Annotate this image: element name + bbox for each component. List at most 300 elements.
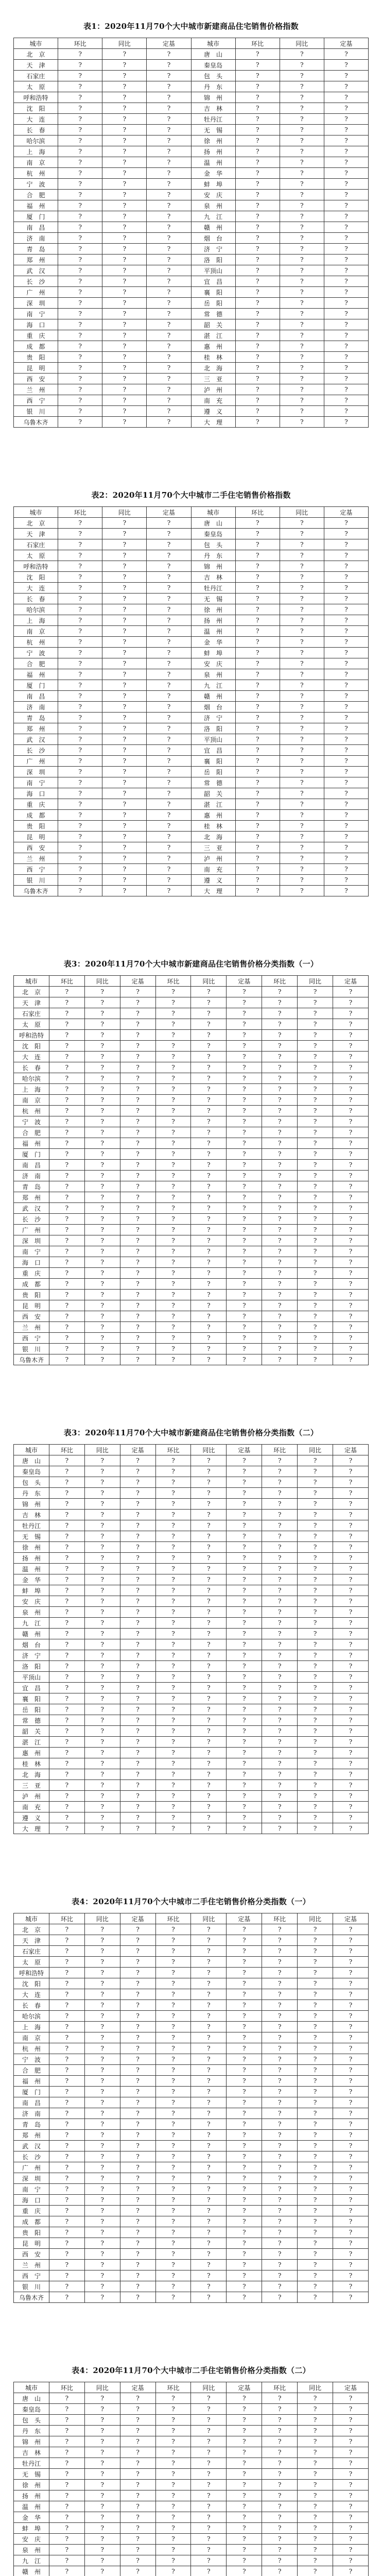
index-value-cell: ? (333, 1531, 369, 1542)
index-value-cell: ? (49, 1650, 84, 1661)
index-value-cell: ? (298, 2227, 333, 2238)
city-cell: 丹 东 (191, 550, 235, 561)
index-value-cell: ? (298, 1030, 333, 1041)
index-value-cell: ? (262, 2469, 298, 2480)
city-cell: 济 宁 (191, 244, 235, 255)
index-value-cell: ? (120, 1726, 155, 1737)
index-value-cell: ? (235, 788, 280, 799)
city-cell: 上 海 (14, 615, 58, 626)
index-value-cell: ? (155, 1661, 191, 1672)
index-value-cell: ? (84, 1333, 120, 1344)
index-value-cell: ? (191, 1246, 227, 1257)
index-value-cell: ? (280, 821, 324, 832)
city-cell: 平顶山 (14, 1672, 49, 1683)
index-value-cell: ? (262, 1499, 298, 1510)
index-value-cell: ? (235, 222, 280, 233)
index-value-cell: ? (235, 352, 280, 363)
index-value-cell: ? (235, 842, 280, 853)
index-value-cell: ? (120, 1008, 155, 1019)
index-value-cell: ? (120, 2523, 155, 2534)
index-value-cell: ? (191, 1181, 227, 1192)
index-value-cell: ? (324, 374, 368, 384)
index-value-cell: ? (333, 1235, 369, 1246)
index-value-cell: ? (324, 255, 368, 265)
index-value-cell: ? (49, 1629, 84, 1639)
index-value-cell: ? (227, 1203, 262, 1214)
index-value-cell: ? (280, 384, 324, 395)
index-value-cell: ? (191, 1322, 227, 1333)
index-value-cell: ? (298, 1650, 333, 1661)
index-value-cell: ? (262, 1062, 298, 1073)
index-value-cell: ? (102, 265, 147, 276)
index-value-cell: ? (49, 1823, 84, 1834)
table-row (14, 1062, 369, 1073)
index-value-cell: ? (324, 49, 368, 60)
index-value-cell: ? (147, 81, 191, 92)
index-value-cell: ? (147, 539, 191, 550)
index-value-cell: ? (191, 2534, 227, 2545)
index-value-cell: ? (58, 756, 102, 767)
city-cell: 广 州 (14, 1225, 49, 1235)
index-value-cell: ? (280, 799, 324, 810)
index-value-cell: ? (155, 1823, 191, 1834)
index-value-cell: ? (155, 2216, 191, 2227)
index-value-cell: ? (262, 2032, 298, 2043)
index-value-cell: ? (324, 832, 368, 842)
index-value-cell: ? (324, 756, 368, 767)
table-row (14, 2447, 369, 2458)
city-cell: 蚌 埠 (191, 648, 235, 658)
index-value-cell: ? (280, 298, 324, 309)
index-value-cell: ? (298, 1116, 333, 1127)
index-value-cell: ? (84, 2011, 120, 2022)
index-value-cell: ? (280, 756, 324, 767)
city-cell: 安 庆 (191, 658, 235, 669)
index-value-cell: ? (235, 60, 280, 71)
index-value-cell: ? (262, 2097, 298, 2108)
index-value-cell: ? (280, 539, 324, 550)
column-header: 城市 (14, 976, 49, 987)
index-value-cell: ? (120, 2426, 155, 2436)
index-value-cell: ? (333, 1520, 369, 1531)
index-value-cell: ? (280, 529, 324, 539)
city-cell: 唐 山 (191, 518, 235, 529)
index-value-cell: ? (84, 2000, 120, 2011)
city-cell: 大 连 (14, 1989, 49, 2000)
index-value-cell: ? (298, 2512, 333, 2523)
index-value-cell: ? (84, 1946, 120, 1957)
table-row (14, 298, 369, 309)
index-value-cell: ? (227, 2281, 262, 2292)
index-value-cell: ? (333, 1618, 369, 1629)
index-value-cell: ? (333, 1008, 369, 1019)
index-value-cell: ? (84, 2141, 120, 2151)
column-header: 同比 (84, 2382, 120, 2393)
index-value-cell: ? (324, 637, 368, 648)
index-value-cell: ? (147, 756, 191, 767)
city-cell: 宁 波 (14, 648, 58, 658)
index-value-cell: ? (84, 1084, 120, 1095)
index-value-cell: ? (155, 2534, 191, 2545)
table-row (14, 886, 369, 896)
city-cell: 福 州 (14, 2076, 49, 2087)
index-value-cell: ? (324, 702, 368, 713)
index-value-cell: ? (120, 1693, 155, 1704)
index-value-cell: ? (298, 1214, 333, 1225)
index-value-cell: ? (84, 1564, 120, 1574)
index-value-cell: ? (102, 788, 147, 799)
index-value-cell: ? (147, 363, 191, 374)
index-value-cell: ? (102, 374, 147, 384)
city-cell: 成 都 (14, 810, 58, 821)
index-value-cell: ? (235, 626, 280, 637)
index-value-cell: ? (84, 1542, 120, 1553)
index-value-cell: ? (147, 384, 191, 395)
index-value-cell: ? (227, 1279, 262, 1290)
index-value-cell: ? (155, 1203, 191, 1214)
index-value-cell: ? (280, 691, 324, 702)
index-value-cell: ? (227, 2195, 262, 2206)
index-value-cell: ? (333, 1693, 369, 1704)
index-value-cell: ? (262, 1214, 298, 1225)
table-row (14, 114, 369, 125)
index-value-cell: ? (280, 572, 324, 583)
index-value-cell: ? (120, 1488, 155, 1499)
index-value-cell: ? (235, 71, 280, 81)
index-value-cell: ? (333, 1978, 369, 1989)
index-value-cell: ? (235, 179, 280, 190)
city-cell: 襄 阳 (14, 1693, 49, 1704)
index-value-cell: ? (191, 1127, 227, 1138)
city-cell: 安 庆 (14, 1596, 49, 1607)
table-row (14, 363, 369, 374)
city-cell: 三 亚 (191, 842, 235, 853)
index-value-cell: ? (49, 2404, 84, 2415)
index-value-cell: ? (227, 2227, 262, 2238)
column-header: 环比 (155, 976, 191, 987)
index-value-cell: ? (262, 2534, 298, 2545)
index-value-cell: ? (191, 1203, 227, 1214)
index-value-cell: ? (280, 550, 324, 561)
index-value-cell: ? (298, 1008, 333, 1019)
index-value-cell: ? (235, 886, 280, 896)
index-value-cell: ? (84, 1715, 120, 1726)
index-value-cell: ? (84, 1192, 120, 1203)
index-value-cell: ? (280, 518, 324, 529)
table-header (14, 2382, 369, 2393)
index-value-cell: ? (58, 691, 102, 702)
index-value-cell: ? (298, 1268, 333, 1279)
city-cell: 南 宁 (14, 1246, 49, 1257)
index-value-cell: ? (120, 1235, 155, 1246)
index-value-cell: ? (262, 1257, 298, 1268)
city-cell: 秦皇岛 (191, 60, 235, 71)
table-row (14, 2216, 369, 2227)
index-value-cell: ? (324, 723, 368, 734)
index-value-cell: ? (333, 2130, 369, 2141)
column-header: 环比 (262, 2382, 298, 2393)
city-cell: 泉 州 (14, 2545, 49, 2555)
index-value-cell: ? (191, 1957, 227, 1968)
index-value-cell: ? (262, 1138, 298, 1149)
index-value-cell: ? (227, 2011, 262, 2022)
index-value-cell: ? (155, 1802, 191, 1812)
index-value-cell: ? (191, 1138, 227, 1149)
table-body (14, 2393, 369, 2576)
index-value-cell: ? (147, 702, 191, 713)
table-row (14, 2404, 369, 2415)
table-row (14, 691, 369, 702)
index-value-cell: ? (235, 594, 280, 604)
index-value-cell: ? (262, 1290, 298, 1300)
index-value-cell: ? (155, 1737, 191, 1748)
index-value-cell: ? (120, 2480, 155, 2490)
index-value-cell: ? (262, 2260, 298, 2270)
table-row (14, 2097, 369, 2108)
city-cell: 三 亚 (14, 1780, 49, 1791)
index-value-cell: ? (120, 1639, 155, 1650)
index-value-cell: ? (155, 1235, 191, 1246)
index-value-cell: ? (58, 680, 102, 691)
index-value-cell: ? (147, 135, 191, 146)
column-header: 同比 (280, 507, 324, 518)
index-value-cell: ? (324, 648, 368, 658)
city-cell: 南 宁 (14, 2184, 49, 2195)
index-value-cell: ? (102, 157, 147, 168)
city-cell: 湛 江 (14, 1737, 49, 1748)
index-value-cell: ? (227, 987, 262, 997)
index-value-cell: ? (280, 319, 324, 330)
city-cell: 南 充 (191, 864, 235, 875)
price-index-table (13, 1913, 369, 2303)
index-value-cell: ? (262, 1683, 298, 1693)
index-value-cell: ? (155, 1607, 191, 1618)
index-value-cell: ? (84, 1802, 120, 1812)
table-row (14, 2162, 369, 2173)
index-value-cell: ? (324, 352, 368, 363)
table-row (14, 1618, 369, 1629)
index-value-cell: ? (324, 713, 368, 723)
index-value-cell: ? (333, 1300, 369, 1311)
index-value-cell: ? (262, 2512, 298, 2523)
index-value-cell: ? (333, 1181, 369, 1192)
index-value-cell: ? (333, 1455, 369, 1466)
index-value-cell: ? (49, 2022, 84, 2032)
column-header: 同比 (191, 1913, 227, 1924)
index-value-cell: ? (84, 1008, 120, 1019)
city-cell: 徐 州 (14, 2480, 49, 2490)
city-cell: 无 锡 (191, 594, 235, 604)
index-value-cell: ? (262, 2281, 298, 2292)
index-value-cell: ? (147, 309, 191, 319)
index-value-cell: ? (227, 1149, 262, 1160)
index-value-cell: ? (227, 2184, 262, 2195)
index-value-cell: ? (227, 2523, 262, 2534)
table-row (14, 1127, 369, 1138)
index-value-cell: ? (324, 135, 368, 146)
index-value-cell: ? (324, 810, 368, 821)
index-value-cell: ? (120, 1149, 155, 1160)
index-value-cell: ? (58, 799, 102, 810)
index-value-cell: ? (324, 529, 368, 539)
index-value-cell: ? (298, 1246, 333, 1257)
index-value-cell: ? (147, 190, 191, 200)
index-value-cell: ? (58, 810, 102, 821)
table-row (14, 2270, 369, 2281)
index-value-cell: ? (49, 1214, 84, 1225)
index-value-cell: ? (262, 987, 298, 997)
index-value-cell: ? (84, 1758, 120, 1769)
table-row (14, 702, 369, 713)
city-cell: 扬 州 (191, 146, 235, 157)
index-value-cell: ? (102, 309, 147, 319)
table-row (14, 1564, 369, 1574)
index-value-cell: ? (280, 363, 324, 374)
index-value-cell: ? (298, 2249, 333, 2260)
index-value-cell: ? (191, 1279, 227, 1290)
index-value-cell: ? (235, 81, 280, 92)
index-value-cell: ? (280, 637, 324, 648)
index-value-cell: ? (147, 244, 191, 255)
index-value-cell: ? (235, 713, 280, 723)
city-cell: 南 京 (14, 2032, 49, 2043)
index-value-cell: ? (49, 1726, 84, 1737)
index-value-cell: ? (262, 2490, 298, 2501)
index-value-cell: ? (49, 1935, 84, 1946)
index-value-cell: ? (191, 2393, 227, 2404)
city-cell: 济 南 (14, 2108, 49, 2119)
city-cell: 兰 州 (14, 853, 58, 864)
index-value-cell: ? (280, 583, 324, 594)
index-value-cell: ? (49, 2480, 84, 2490)
index-value-cell: ? (49, 1978, 84, 1989)
index-value-cell: ? (227, 1084, 262, 1095)
index-value-cell: ? (324, 767, 368, 777)
index-value-cell: ? (102, 276, 147, 287)
city-cell: 西 宁 (14, 2270, 49, 2281)
index-value-cell: ? (298, 1639, 333, 1650)
index-value-cell: ? (155, 2490, 191, 2501)
index-value-cell: ? (120, 1935, 155, 1946)
index-value-cell: ? (84, 1510, 120, 1520)
index-value-cell: ? (58, 244, 102, 255)
index-value-cell: ? (155, 2404, 191, 2415)
index-value-cell: ? (227, 2065, 262, 2076)
index-value-cell: ? (191, 1225, 227, 1235)
index-value-cell: ? (84, 2238, 120, 2249)
index-value-cell: ? (155, 1553, 191, 1564)
city-cell: 南 昌 (14, 1160, 49, 1171)
index-value-cell: ? (227, 2151, 262, 2162)
index-value-cell: ? (58, 319, 102, 330)
index-value-cell: ? (49, 2490, 84, 2501)
index-value-cell: ? (235, 298, 280, 309)
table-header (14, 1913, 369, 1924)
table-row (14, 287, 369, 298)
index-value-cell: ? (227, 1968, 262, 1978)
index-value-cell: ? (155, 1354, 191, 1365)
index-value-cell: ? (262, 2206, 298, 2216)
index-value-cell: ? (227, 2480, 262, 2490)
city-cell: 哈尔滨 (14, 2011, 49, 2022)
index-value-cell: ? (333, 1268, 369, 1279)
index-value-cell: ? (324, 842, 368, 853)
index-value-cell: ? (102, 875, 147, 886)
index-value-cell: ? (147, 168, 191, 179)
index-value-cell: ? (84, 2043, 120, 2054)
city-cell: 长 沙 (14, 745, 58, 756)
index-value-cell: ? (280, 658, 324, 669)
index-value-cell: ? (102, 853, 147, 864)
city-cell: 乌鲁木齐 (14, 2292, 49, 2303)
index-value-cell: ? (84, 997, 120, 1008)
index-value-cell: ? (102, 135, 147, 146)
index-value-cell: ? (120, 1030, 155, 1041)
index-value-cell: ? (235, 680, 280, 691)
table-header (14, 507, 369, 518)
city-cell: 郑 州 (14, 723, 58, 734)
index-value-cell: ? (102, 604, 147, 615)
index-value-cell: ? (262, 1203, 298, 1214)
index-value-cell: ? (120, 1095, 155, 1106)
index-value-cell: ? (262, 2523, 298, 2534)
index-value-cell: ? (147, 395, 191, 406)
city-cell: 牡丹江 (14, 1520, 49, 1531)
index-value-cell: ? (227, 2555, 262, 2566)
index-value-cell: ? (147, 637, 191, 648)
index-value-cell: ? (102, 255, 147, 265)
city-cell: 郑 州 (14, 1192, 49, 1203)
index-value-cell: ? (324, 626, 368, 637)
index-value-cell: ? (147, 255, 191, 265)
city-cell: 泉 州 (191, 200, 235, 211)
index-value-cell: ? (280, 146, 324, 157)
index-value-cell: ? (191, 1268, 227, 1279)
index-value-cell: ? (298, 1704, 333, 1715)
index-value-cell: ? (298, 2097, 333, 2108)
index-value-cell: ? (280, 190, 324, 200)
city-cell: 宁 波 (14, 1116, 49, 1127)
index-value-cell: ? (262, 1455, 298, 1466)
city-cell: 哈尔滨 (14, 1073, 49, 1084)
index-value-cell: ? (147, 691, 191, 702)
city-cell: 大 理 (191, 417, 235, 428)
index-value-cell: ? (280, 309, 324, 319)
table-row (14, 2022, 369, 2032)
index-value-cell: ? (262, 1041, 298, 1052)
index-value-cell: ? (155, 1019, 191, 1030)
city-cell: 厦 门 (14, 211, 58, 222)
index-value-cell: ? (227, 1618, 262, 1629)
index-value-cell: ? (191, 1344, 227, 1354)
index-value-cell: ? (49, 2238, 84, 2249)
index-value-cell: ? (298, 1084, 333, 1095)
index-value-cell: ? (147, 222, 191, 233)
city-cell: 长 沙 (14, 2151, 49, 2162)
index-value-cell: ? (235, 363, 280, 374)
index-value-cell: ? (120, 2000, 155, 2011)
column-header: 环比 (155, 2382, 191, 2393)
table-row (14, 2534, 369, 2545)
index-value-cell: ? (262, 2566, 298, 2576)
index-value-cell: ? (49, 2097, 84, 2108)
index-value-cell: ? (102, 539, 147, 550)
index-value-cell: ? (120, 1322, 155, 1333)
index-value-cell: ? (155, 1052, 191, 1062)
index-value-cell: ? (102, 734, 147, 745)
city-cell: 南 昌 (14, 2097, 49, 2108)
city-cell: 青 岛 (14, 1181, 49, 1192)
